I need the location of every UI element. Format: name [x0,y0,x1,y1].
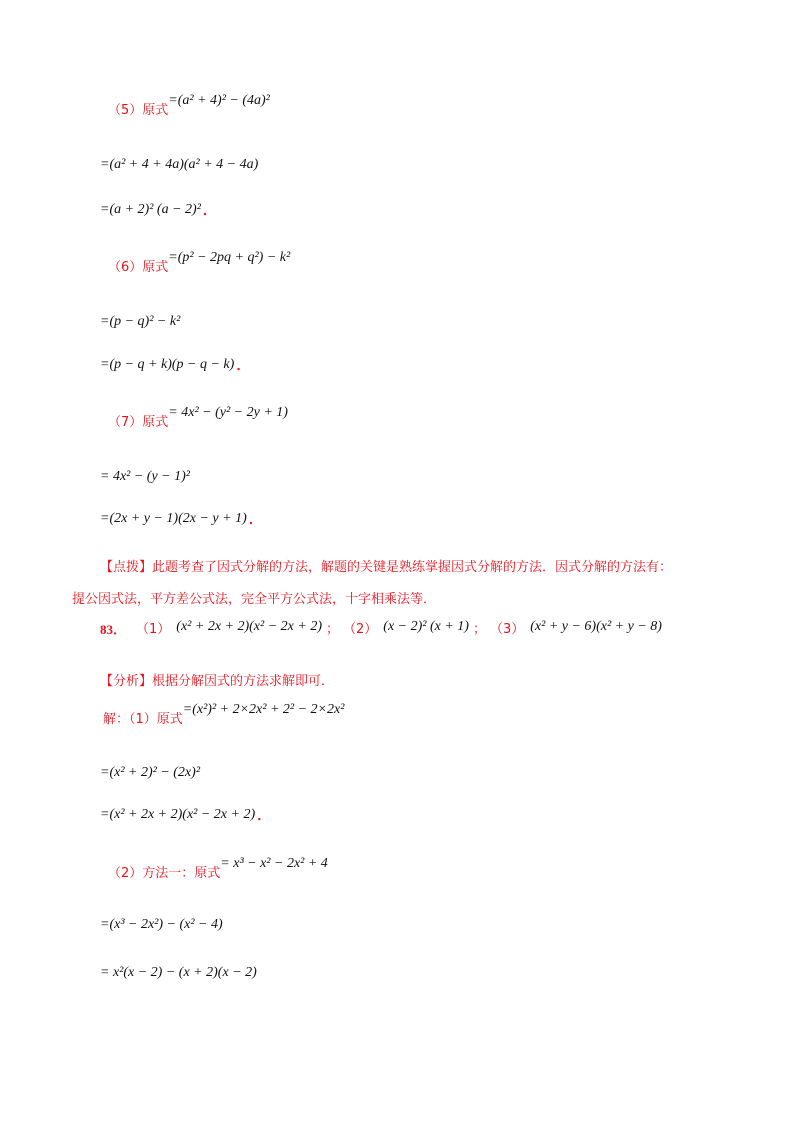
fenxi-line [100,675,334,688]
p5-line [108,93,270,118]
q83-a3: (x² + y − 6)(x² + y − 8) [530,619,662,634]
p6-step-2 [100,358,250,372]
q83-number: 83． [100,622,127,637]
p7-period: ． [248,513,263,528]
p5-step-1 [100,158,258,172]
p7-step-2-expr: =(2x + y − 1)(2x − y + 1) [100,511,247,526]
sol2-expression: = x³ − x² − 2x² + 4 [220,856,328,871]
q83-a2-label: （2） [343,622,378,637]
p7-line [108,405,288,430]
sol2-label: （2）方法一：原式 [108,866,221,881]
sol1-expression: =(x²)² + 2×2x² + 2² − 2×2x² [182,702,345,717]
dianbo-line-2: 提公因式法，平方差公式法，完全平方公式法，十字相乘法等． [72,592,437,607]
q83-a3-label: （3） [489,622,525,637]
p7-step-1-expr: = 4x² − (y − 1)² [100,469,190,484]
p5-period: ． [202,204,217,219]
p5-step-2 [100,203,217,217]
dianbo-line-1: 【点拨】此题考查了因式分解的方法，解题的关键是熟练掌握因式分解的方法．因式分解的方法有： [100,560,673,575]
sol1-step-1-expr: =(x² + 2)² − (2x)² [100,765,201,780]
p5-expression: =(a² + 4)² − (4a)² [168,93,270,108]
p7-label: （7）原式 [108,415,169,430]
sol1-step-1 [100,766,200,780]
p6-expression: =(p² − 2pq + q²) − k² [168,250,291,265]
sol2-step-2 [100,966,257,980]
sol1-step-2-expr: =(x² + 2x + 2)(x² − 2x + 2) [100,807,256,822]
sol2-line [108,856,328,881]
p7-step-1 [100,470,190,484]
p5-step-2-expr: =(a + 2)² (a − 2)² [100,202,201,217]
p5-step-1-expr: =(a² + 4 + 4a)(a² + 4 − 4a) [100,157,259,172]
p6-step-1 [100,315,180,329]
q83-a1: (x² + 2x + 2)(x² − 2x + 2) [176,619,322,634]
p5-label: （5）原式 [108,103,169,118]
p6-period: ． [236,359,251,374]
sol1-period: ． [257,809,272,824]
p6-step-1-expr: =(p − q)² − k² [100,314,181,329]
p7-expression: = 4x² − (y² − 2y + 1) [168,405,288,420]
sol2-step-2-expr: = x²(x − 2) − (x + 2)(x − 2) [100,965,257,980]
sol2-step-1-expr: =(x³ − 2x²) − (x² − 4) [100,917,223,932]
sol1-line [103,702,345,727]
p6-line [108,250,291,275]
p6-step-2-expr: =(p − q + k)(p − q − k) [100,357,235,372]
q83-sep-2: ； [472,622,486,637]
q83-a2: (x − 2)² (x + 1) [383,619,469,634]
p6-label: （6）原式 [108,260,169,275]
fenxi-text: 【分析】根据分解因式的方法求解即可． [100,674,335,689]
sol2-step-1 [100,918,223,932]
sol1-label: 解：（1）原式 [103,712,183,727]
q83-a1-label: （1） [136,622,171,637]
q83-answer-line [100,619,662,637]
q83-sep-1: ； [325,622,339,637]
dianbo-paragraph [72,552,740,616]
p7-step-2 [100,512,263,526]
sol1-step-2 [100,808,271,822]
